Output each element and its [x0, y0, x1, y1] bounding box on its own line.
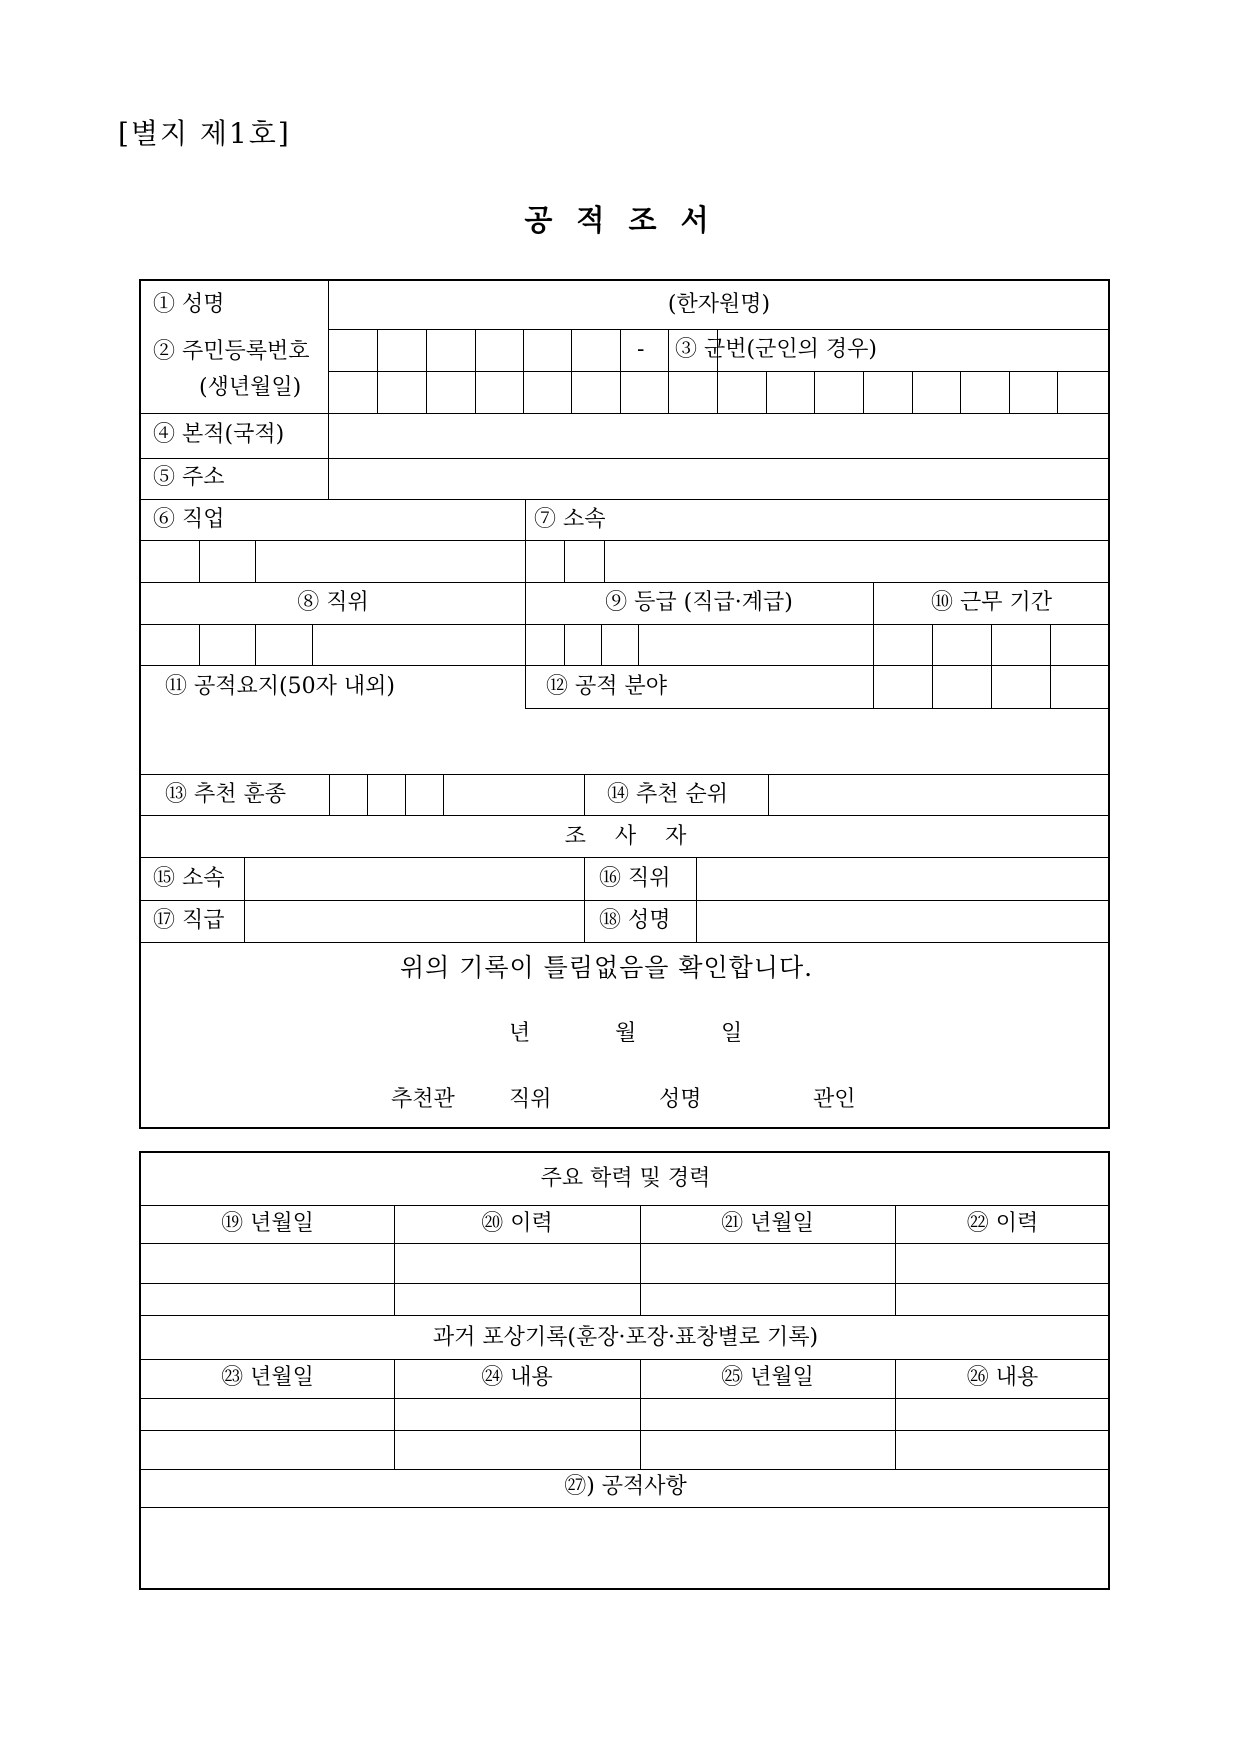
row-line — [141, 774, 1110, 775]
birth-date-label: (생년월일) — [199, 375, 302, 400]
col-line — [638, 624, 639, 665]
award-col-content-1: ㉔ 내용 — [481, 1365, 553, 1390]
col-line — [1009, 371, 1010, 413]
annex-label: [별지 제1호] — [118, 117, 291, 150]
merit-details-header: ㉗) 공적사항 — [564, 1474, 687, 1499]
col-line — [199, 540, 200, 582]
col-line — [475, 329, 476, 413]
row-line — [141, 1398, 1110, 1399]
job-label: ⑥ 직업 — [153, 507, 225, 532]
row-line — [141, 458, 1110, 459]
confirmation-text: 위의 기록이 틀림없음을 확인합니다. — [400, 953, 814, 982]
col-line — [571, 329, 572, 413]
col-line — [696, 857, 697, 942]
col-line — [443, 774, 444, 815]
col-line — [244, 857, 245, 942]
row-line — [141, 942, 1110, 943]
row-line — [141, 665, 726, 666]
past-awards-header: 과거 포상기록(훈장·포장·표창별로 기록) — [432, 1325, 819, 1350]
col-line — [564, 540, 565, 582]
col-line — [960, 371, 961, 413]
row-line — [141, 540, 1110, 541]
page-title: 공 적 조 서 — [524, 203, 716, 237]
row-line — [141, 1243, 1110, 1244]
col-line — [1057, 371, 1058, 413]
merit-form-bottom — [139, 1151, 1110, 1590]
row-line — [328, 329, 1110, 330]
education-career-header: 주요 학력 및 경력 — [540, 1166, 711, 1191]
grade-label: ⑨ 등급 (직급·계급) — [605, 590, 793, 615]
address-label: ⑤ 주소 — [153, 465, 225, 490]
col-line — [766, 371, 767, 413]
row-line — [141, 1205, 1110, 1206]
row-line — [141, 815, 1110, 816]
col-line — [932, 624, 933, 708]
row-line — [525, 708, 1110, 709]
col-line — [367, 774, 368, 815]
col-line — [768, 774, 769, 815]
col-line — [620, 329, 621, 413]
row-line — [141, 1283, 1110, 1284]
col-line — [329, 774, 330, 815]
row-line — [141, 582, 1110, 583]
recommender-name-label: 성명 — [659, 1087, 702, 1112]
row-line — [141, 1315, 1110, 1316]
official-seal-label: 관인 — [813, 1087, 856, 1112]
hometown-label: ④ 본적(국적) — [153, 422, 285, 447]
row-line — [141, 1469, 1110, 1470]
col-line — [199, 624, 200, 665]
row-line — [141, 413, 1110, 414]
col-line — [405, 774, 406, 815]
name-label: ① 성명 — [153, 292, 225, 317]
date-year-label: 년 — [509, 1021, 531, 1046]
col-line — [564, 624, 565, 665]
investigator-affiliation-label: ⑮ 소속 — [153, 866, 225, 891]
col-line — [584, 774, 585, 815]
row-line — [141, 1507, 1110, 1508]
merit-field-label: ⑫ 공적 분야 — [546, 674, 667, 699]
col-line — [668, 329, 669, 413]
position-label: ⑧ 직위 — [297, 590, 369, 615]
recommended-award-label: ⑬ 추천 훈종 — [165, 782, 286, 807]
investigator-name-label: ⑱ 성명 — [599, 908, 671, 933]
recommendation-rank-label: ⑭ 추천 순위 — [607, 782, 728, 807]
row-line — [141, 900, 1110, 901]
col-line — [426, 329, 427, 413]
merit-summary-label: ⑪ 공적요지(50자 내외) — [165, 674, 395, 699]
row-line — [726, 665, 1110, 666]
col-line — [601, 624, 602, 665]
edu-col-date-1: ⑲ 년월일 — [221, 1211, 314, 1236]
investigator-rank-label: ⑰ 직급 — [153, 908, 225, 933]
award-col-date-2: ㉕ 년월일 — [721, 1365, 814, 1390]
merit-form-top — [139, 279, 1110, 1129]
col-line — [912, 371, 913, 413]
affiliation-label: ⑦ 소속 — [534, 507, 606, 532]
col-line — [814, 371, 815, 413]
col-line — [584, 857, 585, 942]
date-month-label: 월 — [615, 1021, 637, 1046]
col-line — [1050, 624, 1051, 708]
row-line — [328, 371, 1110, 372]
edu-col-date-2: ㉑ 년월일 — [721, 1211, 814, 1236]
row-line — [141, 1359, 1110, 1360]
service-number-label: ③ 군번(군인의 경우) — [675, 337, 877, 362]
row-line — [141, 624, 1110, 625]
col-line — [991, 624, 992, 708]
col-line — [312, 624, 313, 665]
award-col-date-1: ㉓ 년월일 — [221, 1365, 314, 1390]
row-line — [141, 499, 1110, 500]
col-line — [604, 540, 605, 582]
row-line — [141, 1430, 1110, 1431]
investigator-position-label: ⑯ 직위 — [599, 866, 671, 891]
row-line — [141, 857, 1110, 858]
edu-col-history-2: ㉒ 이력 — [966, 1211, 1039, 1236]
resident-number-label: ② 주민등록번호 — [153, 339, 310, 364]
recommender-position-label: 직위 — [509, 1087, 552, 1112]
award-col-content-2: ㉖ 내용 — [966, 1365, 1039, 1390]
col-line — [255, 624, 256, 665]
col-line — [377, 329, 378, 413]
recommender-label: 추천관 — [391, 1087, 455, 1112]
investigator-header: 조 사 자 — [564, 824, 687, 849]
resident-number-dash: - — [637, 337, 645, 362]
col-line — [255, 540, 256, 582]
date-day-label: 일 — [721, 1021, 743, 1046]
col-line — [863, 371, 864, 413]
col-line — [523, 329, 524, 413]
hanja-name-label: (한자원명) — [667, 292, 771, 317]
edu-col-history-1: ⑳ 이력 — [481, 1211, 553, 1236]
service-period-label: ⑩ 근무 기간 — [931, 590, 1052, 615]
